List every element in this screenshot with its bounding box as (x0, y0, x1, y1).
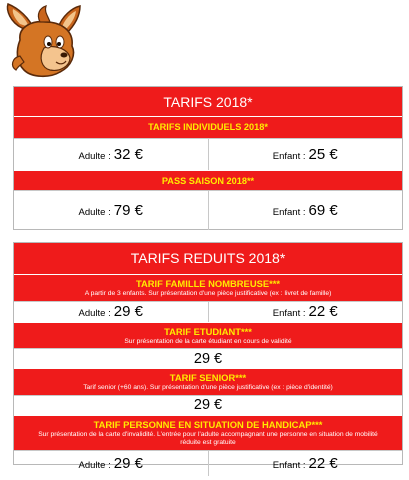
handicap-title: TARIF PERSONNE EN SITUATION DE HANDICAP*** (93, 418, 323, 430)
enfant-price: 22 € (308, 454, 338, 472)
enfant-label: Enfant : (272, 207, 306, 218)
famille-price-row (14, 301, 402, 322)
enfant-label: Enfant : (272, 308, 306, 319)
pass-price-row (14, 190, 402, 230)
enfant-price: 22 € (308, 303, 338, 320)
senior-price-cell (14, 396, 402, 415)
famille-adulte-cell (14, 302, 208, 322)
adulte-label: Adulte : (78, 151, 111, 162)
tarifs-2018-table (13, 86, 403, 230)
etudiant-description: Sur présentation de la carte étudiant en cours de validité (124, 337, 292, 345)
handicap-header (14, 415, 402, 450)
adulte-price: 32 € (113, 146, 143, 163)
etudiant-price-cell (14, 349, 402, 368)
adulte-price: 29 € (113, 454, 143, 472)
fox-mascot-icon (0, 0, 95, 92)
famille-description: A partir de 3 enfants. Sur présentation d'une pièce justificative (ex : livret de famille) (84, 290, 332, 297)
etudiant-price-row (14, 348, 402, 368)
senior-description: Tarif senior (+60 ans). Sur présentation d'une pièce justificative (ex : pièce d'identité) (83, 384, 333, 391)
adulte-label: Adulte : (78, 308, 111, 319)
enfant-label: Enfant : (272, 459, 306, 471)
reduits-title: TARIFS REDUITS 2018* (14, 243, 402, 274)
famille-header (14, 274, 402, 301)
pass-adulte-cell (14, 191, 208, 230)
individuels-enfant-cell (208, 139, 403, 170)
senior-title: TARIF SENIOR*** (169, 372, 247, 383)
enfant-price: 69 € (308, 202, 338, 219)
individuels-price-row (14, 138, 402, 170)
senior-price: 29 € (193, 397, 223, 413)
adulte-price: 29 € (113, 303, 143, 320)
handicap-enfant-cell (208, 451, 403, 476)
adulte-label: Adulte : (78, 459, 111, 471)
adulte-label: Adulte : (78, 207, 111, 218)
pass-saison-header: PASS SAISON 2018** (14, 170, 402, 190)
pass-enfant-cell (208, 191, 403, 230)
handicap-price-row (14, 450, 402, 476)
tarifs-reduits-table (13, 242, 403, 472)
handicap-adulte-cell (14, 451, 208, 476)
enfant-price: 25 € (308, 146, 338, 163)
famille-title: TARIF FAMILLE NOMBREUSE*** (135, 278, 281, 289)
senior-price-row (14, 395, 402, 415)
etudiant-header (14, 322, 402, 349)
handicap-description: Sur présentation de la carte d'invalidité. L'entrée pour l'adulte accompagnant une personne en situation de mobilité réduite est gratuite (38, 430, 378, 446)
famille-enfant-cell (208, 302, 403, 322)
individuels-adulte-cell (14, 139, 208, 170)
tarifs-title: TARIFS 2018* (14, 87, 402, 116)
individuels-header: TARIFS INDIVIDUELS 2018* (14, 116, 402, 138)
adulte-price: 79 € (113, 202, 143, 219)
senior-header (14, 368, 402, 395)
enfant-label: Enfant : (272, 151, 306, 162)
etudiant-title: TARIF ETUDIANT*** (164, 325, 252, 337)
etudiant-price: 29 € (193, 350, 223, 367)
